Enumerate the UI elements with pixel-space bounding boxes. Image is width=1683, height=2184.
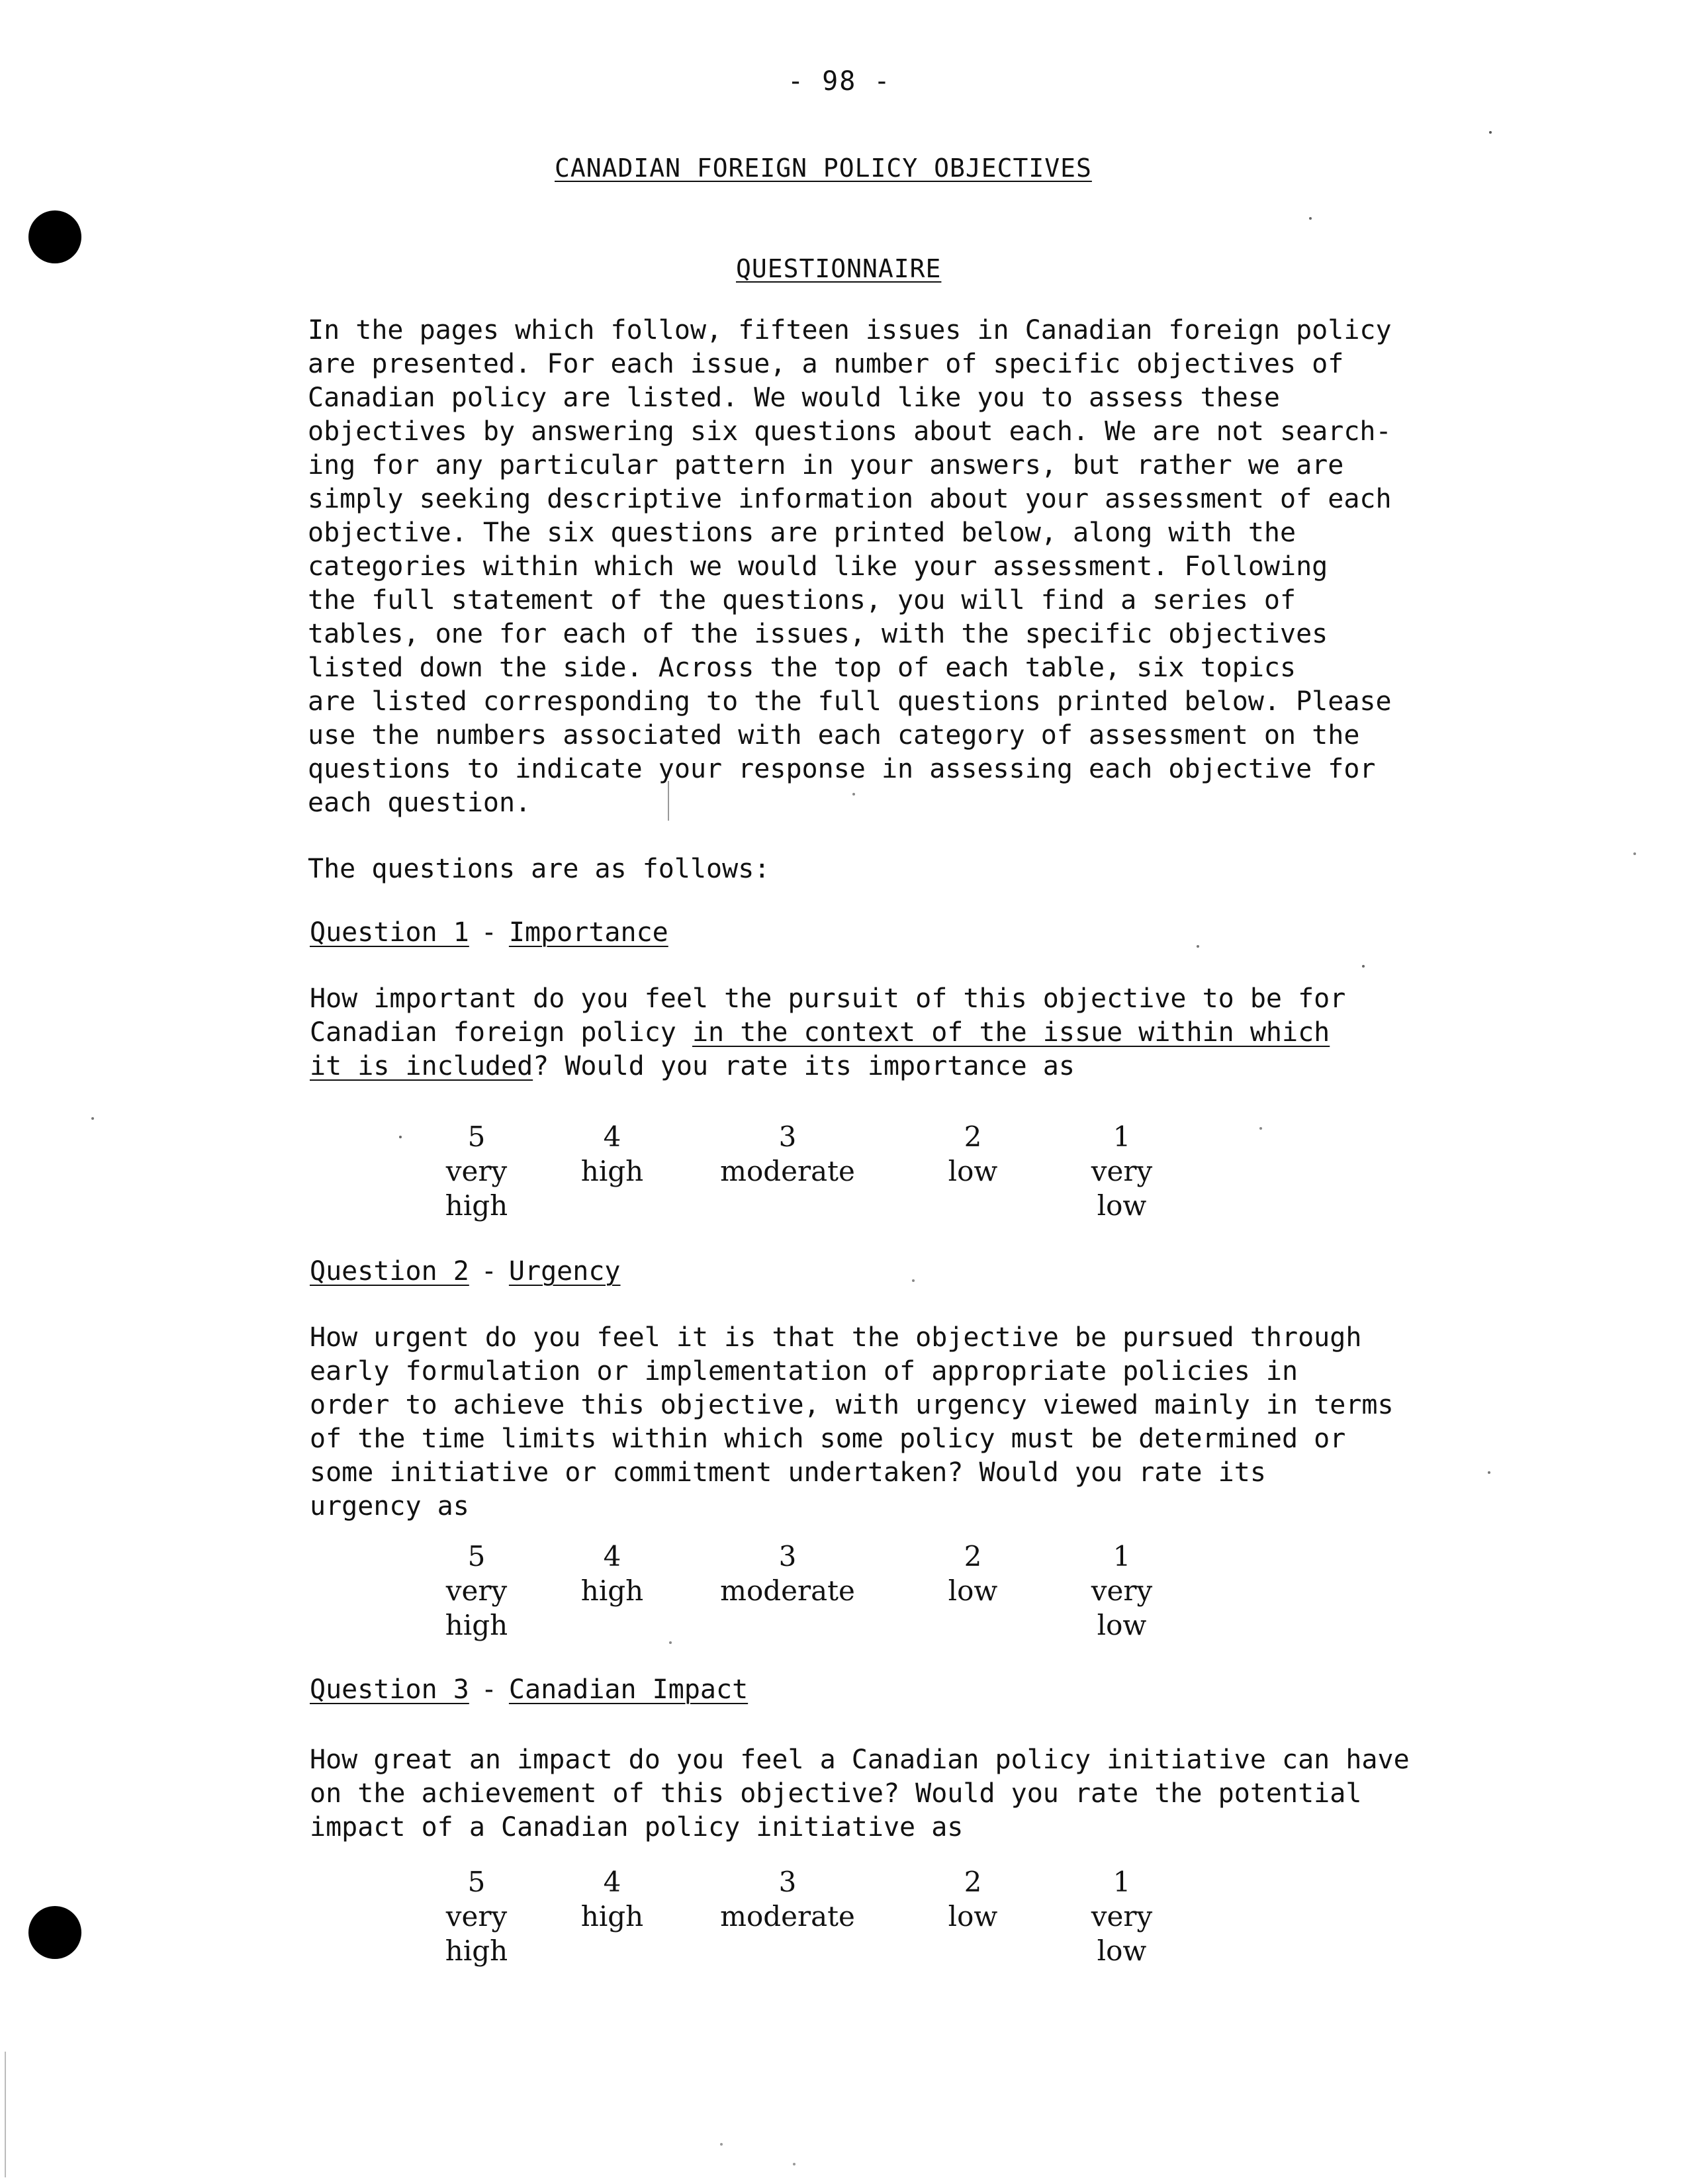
scale-value: 4 bbox=[603, 1866, 621, 1898]
scale-label: very bbox=[1091, 1574, 1153, 1607]
intro-line: are listed corresponding to the full questions printed below. Please bbox=[308, 686, 1392, 717]
question-line: impact of a Canadian policy initiative as bbox=[310, 1812, 964, 1843]
question-line: How urgent do you feel it is that the objective be pursued through bbox=[310, 1322, 1362, 1353]
scale-label: low bbox=[948, 1155, 998, 1187]
question-line bbox=[310, 1050, 1345, 1083]
scale-option-2 bbox=[933, 1120, 1013, 1189]
scale-option-3 bbox=[702, 1539, 874, 1608]
intro-line: use the numbers associated with each category of assessment on the bbox=[308, 720, 1360, 751]
question-line: of the time limits within which some policy must be determined or bbox=[310, 1424, 1346, 1454]
punch-hole-top bbox=[28, 210, 81, 263]
intro-line: are presented. For each issue, a number of specific objectives of bbox=[308, 349, 1344, 379]
page-number: - 98 - bbox=[788, 66, 891, 97]
question-1-heading: Question 1 - Importance bbox=[310, 917, 668, 948]
question-line: on the achievement of this objective? Would you rate the potential bbox=[310, 1778, 1362, 1809]
scale-label: low bbox=[948, 1574, 998, 1607]
scale-value: 1 bbox=[1113, 1120, 1131, 1153]
scale-label: high bbox=[580, 1155, 644, 1187]
question-2-scale bbox=[410, 1539, 1218, 1645]
question-1-scale bbox=[410, 1120, 1218, 1226]
scale-label: moderate bbox=[720, 1574, 855, 1607]
scale-value: 2 bbox=[964, 1120, 982, 1153]
intro-line: tables, one for each of the issues, with the specific objectives bbox=[308, 619, 1328, 649]
question-1-text bbox=[310, 982, 1345, 1083]
question-line: some initiative or commitment undertaken? Would you rate its bbox=[310, 1457, 1266, 1488]
scale-label: high bbox=[580, 1900, 644, 1933]
question-line: How great an impact do you feel a Canadian policy initiative can have bbox=[310, 1745, 1410, 1775]
scale-label-2: low bbox=[1097, 1189, 1147, 1222]
intro-line: questions to indicate your response in assessing each objective for bbox=[308, 754, 1376, 784]
scale-value: 3 bbox=[778, 1866, 797, 1898]
intro-line: the full statement of the questions, you will find a series of bbox=[308, 585, 1296, 615]
scale-label: high bbox=[580, 1574, 644, 1607]
intro-line: objective. The six questions are printed below, along with the bbox=[308, 518, 1296, 548]
scale-label-2: low bbox=[1097, 1609, 1147, 1641]
scale-option-1 bbox=[1072, 1865, 1171, 1968]
scale-option-4 bbox=[559, 1539, 665, 1608]
scale-value: 3 bbox=[778, 1120, 797, 1153]
scale-label: low bbox=[948, 1900, 998, 1933]
scale-label: very bbox=[445, 1900, 508, 1933]
question-line: early formulation or implementation of appropriate policies in bbox=[310, 1356, 1298, 1387]
question-topic: Urgency bbox=[508, 1256, 621, 1287]
question-line-after: ? Would you rate its importance as bbox=[533, 1051, 1075, 1081]
question-3-text bbox=[310, 1743, 1410, 1844]
scale-option-1 bbox=[1072, 1539, 1171, 1643]
scale-label-2: low bbox=[1097, 1934, 1147, 1967]
intro-line: Canadian policy are listed. We would like you to assess these bbox=[308, 383, 1281, 413]
question-line-underlined: in the context of the issue within which bbox=[692, 1017, 1330, 1048]
scale-option-5 bbox=[410, 1120, 543, 1223]
scale-option-2 bbox=[933, 1539, 1013, 1608]
scale-label: very bbox=[445, 1574, 508, 1607]
scale-value: 1 bbox=[1113, 1540, 1131, 1572]
scale-option-3 bbox=[702, 1120, 874, 1189]
intro-paragraph bbox=[308, 314, 1473, 820]
questions-intro: The questions are as follows: bbox=[308, 854, 770, 884]
question-label: Question 1 bbox=[310, 917, 469, 948]
scale-option-1 bbox=[1072, 1120, 1171, 1223]
scale-value: 2 bbox=[964, 1540, 982, 1572]
question-line: How important do you feel the pursuit of this objective to be for bbox=[310, 983, 1346, 1014]
question-topic: Importance bbox=[508, 917, 668, 948]
scale-label-2: high bbox=[445, 1934, 508, 1967]
punch-hole-bottom bbox=[28, 1906, 81, 1959]
document-title: CANADIAN FOREIGN POLICY OBJECTIVES bbox=[555, 154, 1092, 183]
question-line-underlined: it is included bbox=[310, 1051, 533, 1081]
scale-value: 4 bbox=[603, 1120, 621, 1153]
scale-label-2: high bbox=[445, 1609, 508, 1641]
scale-label: very bbox=[1091, 1155, 1153, 1187]
scale-option-5 bbox=[410, 1539, 543, 1643]
scale-value: 1 bbox=[1113, 1866, 1131, 1898]
scale-value: 5 bbox=[467, 1540, 486, 1572]
scale-option-5 bbox=[410, 1865, 543, 1968]
scale-value: 5 bbox=[467, 1120, 486, 1153]
scale-option-4 bbox=[559, 1120, 665, 1189]
question-label: Question 3 bbox=[310, 1674, 469, 1705]
intro-line: simply seeking descriptive information about your assessment of each bbox=[308, 484, 1392, 514]
scale-value: 5 bbox=[467, 1866, 486, 1898]
question-3-heading: Question 3 - Canadian Impact bbox=[310, 1674, 749, 1705]
scale-label: moderate bbox=[720, 1900, 855, 1933]
question-2-text bbox=[310, 1321, 1394, 1524]
scale-label: moderate bbox=[720, 1155, 855, 1187]
intro-line: objectives by answering six questions about each. We are not search- bbox=[308, 416, 1392, 447]
scale-option-2 bbox=[933, 1865, 1013, 1934]
question-3-scale bbox=[410, 1865, 1218, 1971]
question-2-heading: Question 2 - Urgency bbox=[310, 1256, 621, 1287]
scale-value: 3 bbox=[778, 1540, 797, 1572]
scale-label: very bbox=[1091, 1900, 1153, 1933]
intro-line: In the pages which follow, fifteen issues in Canadian foreign policy bbox=[308, 315, 1392, 345]
question-topic: Canadian Impact bbox=[508, 1674, 749, 1705]
intro-line: ing for any particular pattern in your answers, but rather we are bbox=[308, 450, 1344, 480]
question-line bbox=[310, 1016, 1345, 1050]
question-line: order to achieve this objective, with urgency viewed mainly in terms bbox=[310, 1390, 1394, 1420]
intro-line: listed down the side. Across the top of each table, six topics bbox=[308, 653, 1296, 683]
scale-label: very bbox=[445, 1155, 508, 1187]
question-line: urgency as bbox=[310, 1491, 469, 1522]
document-subtitle: QUESTIONNAIRE bbox=[736, 254, 942, 283]
scale-label-2: high bbox=[445, 1189, 508, 1222]
intro-line: each question. bbox=[308, 788, 531, 818]
scale-value: 2 bbox=[964, 1866, 982, 1898]
question-line-plain: Canadian foreign policy bbox=[310, 1017, 692, 1048]
scale-value: 4 bbox=[603, 1540, 621, 1572]
question-label: Question 2 bbox=[310, 1256, 469, 1287]
scale-option-3 bbox=[702, 1865, 874, 1934]
scale-option-4 bbox=[559, 1865, 665, 1934]
intro-line: categories within which we would like your assessment. Following bbox=[308, 551, 1328, 582]
